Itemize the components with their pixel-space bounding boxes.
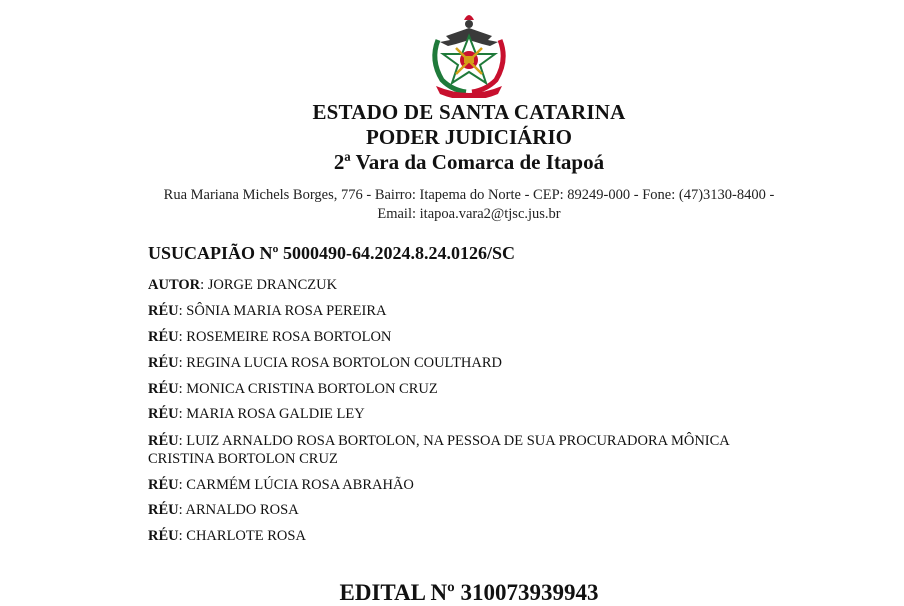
party-role: RÉU [148,406,179,422]
party-name: : ARNALDO ROSA [178,502,299,518]
party-line-defendant [148,329,391,346]
party-line-defendant [148,502,299,519]
party-role: AUTOR [148,277,201,293]
party-role: RÉU [148,502,179,518]
party-role: RÉU [148,381,179,397]
party-name: : MARIA ROSA GALDIE LEY [178,406,365,422]
judiciary-heading: PODER JUDICIÁRIO [366,125,572,149]
case-title: USUCAPIÃO Nº 5000490-64.2024.8.24.0126/SC [148,243,515,263]
party-name: : CARMÉM LÚCIA ROSA ABRAHÃO [178,477,414,493]
court-heading: 2ª Vara da Comarca de Itapoá [333,150,605,174]
party-line-defendant [148,528,306,545]
party-line-defendant [148,477,414,494]
party-name: : JORGE DRANCZUK [200,277,338,293]
party-role: RÉU [148,355,179,371]
party-role: RÉU [148,303,179,319]
party-line-defendant [148,381,438,398]
party-name: : MONICA CRISTINA BORTOLON CRUZ [178,381,438,397]
party-role: RÉU [148,528,179,544]
state-heading: ESTADO DE SANTA CATARINA [312,100,626,124]
party-role: RÉU [148,329,179,345]
court-address-line: Rua Mariana Michels Borges, 776 - Bairro: Itapema do Norte - CEP: 89249-000 - Fone: (47)3130-8400 - [163,187,775,203]
party-line-defendant [148,432,788,468]
party-name: : ROSEMEIRE ROSA BORTOLON [178,329,392,345]
coat-of-arms-icon [426,10,512,98]
party-role: RÉU [148,433,179,449]
party-name: : CHARLOTE ROSA [178,528,306,544]
edital-title: EDITAL Nº 310073939943 [339,580,599,605]
party-name: : REGINA LUCIA ROSA BORTOLON COULTHARD [178,355,503,371]
court-email-line: Email: itapoa.vara2@tjsc.jus.br [377,206,561,222]
party-name: : SÔNIA MARIA ROSA PEREIRA [178,303,387,319]
party-line-defendant [148,303,387,320]
party-line-author [148,277,337,294]
party-line-defendant [148,355,502,372]
party-name: : LUIZ ARNALDO ROSA BORTOLON, NA PESSOA DE SUA PROCURADORA MÔNICA CRISTINA BORTOLON CRUZ [148,433,729,467]
party-role: RÉU [148,477,179,493]
party-line-defendant [148,406,365,423]
